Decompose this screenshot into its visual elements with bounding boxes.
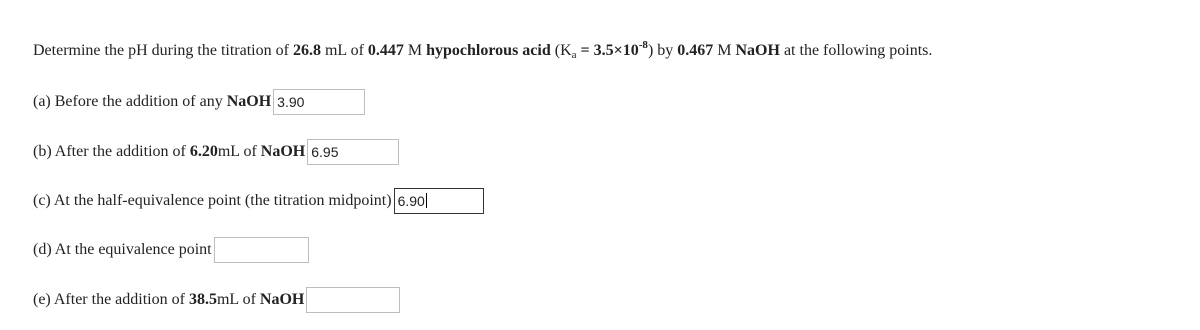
question-e-volume: 38.5 (188, 291, 217, 308)
problem-text: M (403, 42, 427, 59)
text-cursor (426, 193, 427, 208)
question-b-reagent: NaOH (260, 143, 306, 160)
question-a-reagent: NaOH (226, 93, 272, 110)
question-b (33, 139, 399, 165)
question-c-label: (c) At the half-equivalence point (the titration midpoint) (33, 192, 392, 209)
problem-text: M (713, 42, 736, 59)
acid-name: hypochlorous acid (426, 42, 551, 59)
acid-volume: 26.8 (292, 42, 321, 59)
question-e (33, 287, 400, 313)
answer-a-input[interactable]: 3.90 (273, 89, 365, 115)
question-a-label: (a) Before the addition of any (33, 93, 223, 110)
problem-text: ) (647, 42, 654, 59)
problem-text: by (653, 42, 678, 59)
acid-concentration: 0.447 (367, 42, 404, 59)
question-c (33, 188, 484, 214)
base-concentration: 0.467 (677, 42, 714, 59)
ka-subscript: a (571, 49, 577, 61)
answer-b-input[interactable]: 6.95 (307, 139, 399, 165)
ka-label: (K (550, 42, 572, 59)
answer-c-input[interactable] (394, 188, 484, 214)
problem-outro: at the following points. (779, 42, 933, 59)
base-name: NaOH (735, 42, 780, 59)
answer-c-value: 6.90 (397, 193, 425, 209)
problem-intro: Determine the pH during the titration of (33, 42, 293, 59)
ka-exponent: -8 (638, 39, 648, 51)
answer-e-input[interactable] (306, 287, 400, 313)
problem-text: mL of (320, 42, 368, 59)
question-b-volume: 6.20 (189, 143, 218, 160)
question-d-label: (d) At the equivalence point (33, 241, 212, 258)
question-e-label: (e) After the addition of (33, 291, 185, 308)
question-e-text: mL of (216, 291, 256, 308)
ka-value: = 3.5×10 (576, 42, 639, 59)
question-b-label: (b) After the addition of (33, 143, 186, 160)
problem-statement (33, 41, 932, 61)
question-e-reagent: NaOH (259, 291, 305, 308)
question-a (33, 89, 365, 115)
question-b-text: mL of (217, 143, 257, 160)
answer-d-input[interactable] (214, 237, 309, 263)
question-d (33, 237, 309, 263)
